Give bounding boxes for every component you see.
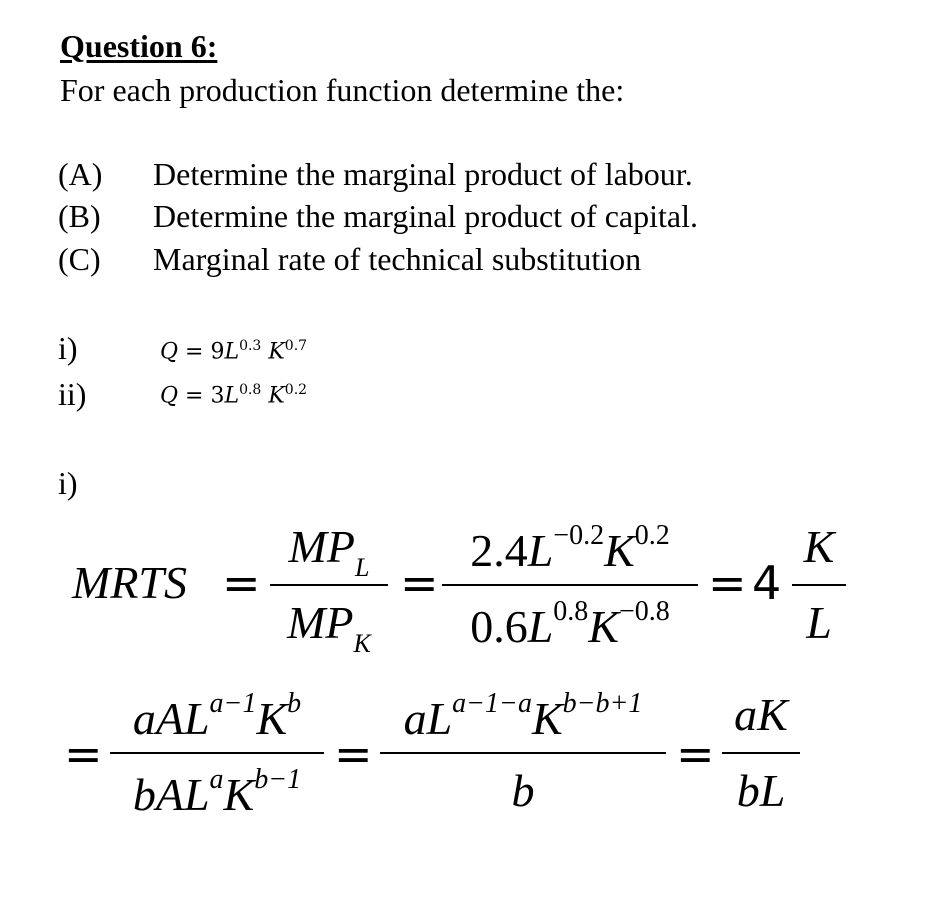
f2-num-K-exp: b−b+1 [562, 688, 643, 719]
f1-den-L-exp: a [209, 764, 224, 795]
mrts-label: MRTS [72, 557, 187, 608]
result-coef: 4 [752, 556, 782, 610]
f2-num-a: aL [403, 693, 453, 744]
function-i-L-exp: 0.3 [239, 338, 262, 354]
task-letter-a: (A) [58, 156, 103, 192]
f1-den-b: bAL [132, 769, 210, 820]
function-ii-coef: 3 [210, 383, 225, 409]
equals-4: = [64, 727, 103, 781]
fraction-final-bar [722, 752, 800, 754]
mp-den-sub: K [353, 629, 371, 658]
f2-num-L-exp: a−1−a [452, 688, 532, 719]
fraction-values-bar [442, 584, 698, 586]
function-i-lhs: Q [160, 339, 179, 365]
f3-den: bL [736, 765, 786, 816]
result-den: L [806, 597, 832, 648]
task-text-b: Determine the marginal product of capital. [153, 198, 698, 234]
equals-5: = [334, 727, 373, 781]
function-i-coef: 9 [210, 339, 225, 365]
function-ii-K: K [268, 383, 285, 409]
question-heading: Question 6: [60, 28, 218, 64]
fraction-general-numerator [110, 688, 324, 745]
function-i-K: K [268, 339, 285, 365]
fraction-values [442, 520, 698, 670]
fraction-mp-bar [270, 584, 388, 586]
f1-num-a: aAL [132, 693, 210, 744]
function-ii-lhs: Q [160, 383, 179, 409]
fraction-mp [270, 520, 388, 670]
function-label-i: i) [58, 330, 78, 366]
fraction-general-bar [110, 752, 324, 754]
f1-num-L-exp: a−1 [209, 688, 257, 719]
mp-den: MP [287, 597, 354, 648]
den-coef: 0.6 [470, 601, 528, 652]
fraction-mp-numerator [270, 520, 388, 583]
function-i-K-exp: 0.7 [284, 338, 308, 354]
function-i-eq: = [178, 339, 211, 365]
task-letter-c: (C) [58, 241, 101, 277]
f1-num-K-exp: b [287, 688, 302, 719]
function-label-ii: ii) [58, 376, 87, 412]
equals-3: = [708, 556, 747, 610]
function-i [160, 338, 307, 364]
num-L-exp: −0.2 [553, 520, 605, 551]
function-ii-eq: = [178, 383, 211, 409]
fraction-values-denominator [442, 596, 698, 653]
task-letter-b: (B) [58, 198, 101, 234]
f2-num-K: K [531, 693, 563, 744]
fraction-simplify-bar [380, 752, 666, 754]
den-L: L [527, 601, 554, 652]
fraction-simplify-numerator [380, 688, 666, 745]
function-ii-K-exp: 0.2 [284, 382, 308, 398]
equals-2: = [400, 556, 439, 610]
task-text-a: Determine the marginal product of labour. [153, 156, 693, 192]
function-ii-L: L [224, 383, 240, 409]
fraction-final [722, 688, 800, 838]
f2-den: b [511, 765, 535, 816]
f3-num: aK [734, 689, 788, 740]
question-intro: For each production function determine the: [60, 72, 625, 108]
mp-num: MP [288, 521, 355, 572]
fraction-general-denominator [110, 764, 324, 821]
result-num: K [803, 521, 835, 572]
num-K: K [604, 525, 635, 576]
num-L: L [527, 525, 554, 576]
fraction-mp-denominator [270, 596, 388, 659]
den-K-exp: −0.8 [618, 596, 670, 627]
f1-den-K-exp: b−1 [254, 764, 302, 795]
solution-label: i) [58, 465, 78, 501]
equals-6: = [676, 727, 715, 781]
den-K: K [588, 601, 619, 652]
function-ii-L-exp: 0.8 [239, 382, 262, 398]
fraction-general [110, 688, 324, 838]
function-i-L: L [224, 339, 240, 365]
den-L-exp: 0.8 [553, 596, 589, 627]
f1-den-K: K [223, 769, 255, 820]
fraction-result-bar [792, 584, 846, 586]
task-text-c: Marginal rate of technical substitution [153, 241, 642, 277]
equals-1: = [222, 556, 261, 610]
fraction-values-numerator [442, 520, 698, 577]
num-K-exp: 0.2 [634, 520, 670, 551]
function-ii [160, 382, 307, 408]
mp-num-sub: L [354, 553, 370, 582]
num-coef: 2.4 [470, 525, 528, 576]
fraction-result [792, 520, 846, 670]
f1-num-K: K [256, 693, 288, 744]
fraction-simplify [380, 688, 666, 838]
